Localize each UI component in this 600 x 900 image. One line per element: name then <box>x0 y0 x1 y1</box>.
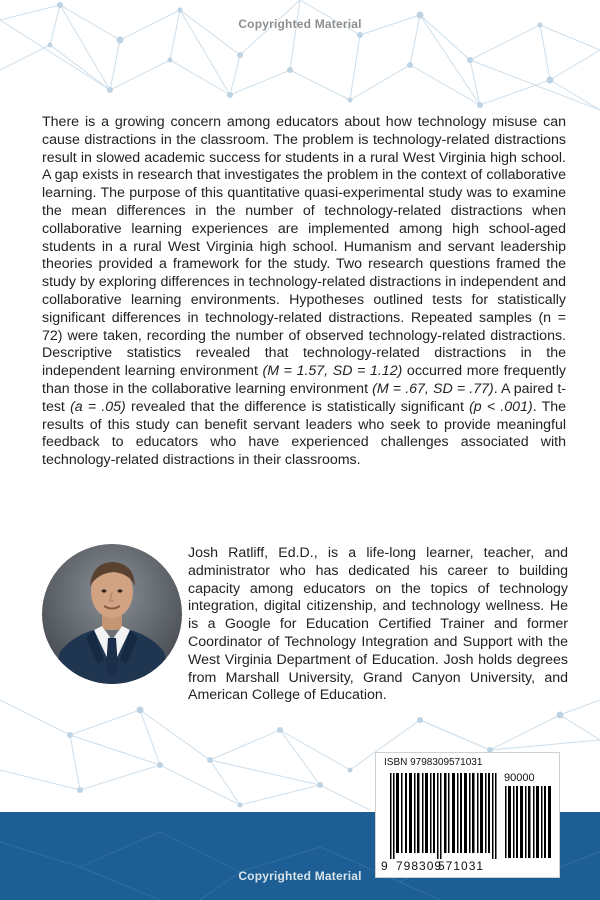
stat-alpha: (a = .05) <box>70 398 126 415</box>
watermark-top: Copyrighted Material <box>238 17 362 31</box>
barcode-bars <box>384 773 500 859</box>
addon-barcode-bars <box>504 786 554 858</box>
stat-independent: (M = 1.57, SD = 1.12) <box>262 363 403 380</box>
watermark-bottom: Copyrighted Material <box>238 869 362 883</box>
abstract-part-2: occurred more frequently than those in the collaborative learning environment <box>42 363 566 397</box>
stat-p-value: (p < .001) <box>469 398 533 415</box>
abstract-part-3: . A paired t-test <box>42 380 566 415</box>
barcode-digit-first: 9 <box>381 859 389 873</box>
isbn-barcode <box>375 752 560 878</box>
author-photo <box>42 544 182 684</box>
abstract-part-1: There is a growing concern among educators about how technology misuse can cause distractions in the classroom. The problem is technology-related distractions result in slowed academic success for students in a rural West Virginia high school. A gap exists in research that investigates the problem in the context of collaborative learning. The purpose of this quantitative quasi-experimental study was to examine the mean differences in the number of technology-related distractions when collaborative learning experiences are implemented among high school-aged students in a rural West Virginia high school. Humanism and servant leadership theories provided a framework for the study. Two research questions framed the study by exploring differences in technology-related distractions in independent and collaborative learning environments. Hypotheses outlined tests for statistically significant differences in technology-related distractions. Repeated samples (n = 72) were taken, recording the number of observed technology-related distractions. Descriptive statistics revealed that technology-related distractions in the independent learning environment <box>42 114 566 380</box>
barcode-digits-right: 571031 <box>438 859 485 873</box>
stat-collaborative: (M = .67, SD = .77) <box>372 380 494 397</box>
abstract-text <box>42 114 566 470</box>
abstract-part-5: . The results of this study can benefit servant leaders who seek to provide meaningful feedback to educators who have experienced challenges associated with technology-related distractions in their classrooms. <box>42 398 567 469</box>
abstract-part-4: revealed that the difference is statistically significant <box>125 398 470 415</box>
barcode-digits-left: 798309 <box>396 859 443 873</box>
author-bio: Josh Ratliff, Ed.D., is a life-long learner, teacher, and administrator who has dedicated his career to building capacity among educators on the topics of technology integration, digital citizenship, and technology wellness. He is a Google for Education Certified Trainer and former Coordinator of Technology Integration and Support with the West Virginia Department of Education. Josh holds degrees from Marshall University, Grand Canyon University, and American College of Education. <box>188 545 568 704</box>
price-code: 90000 <box>504 772 535 784</box>
isbn-label: ISBN 9798309571031 <box>384 757 483 768</box>
